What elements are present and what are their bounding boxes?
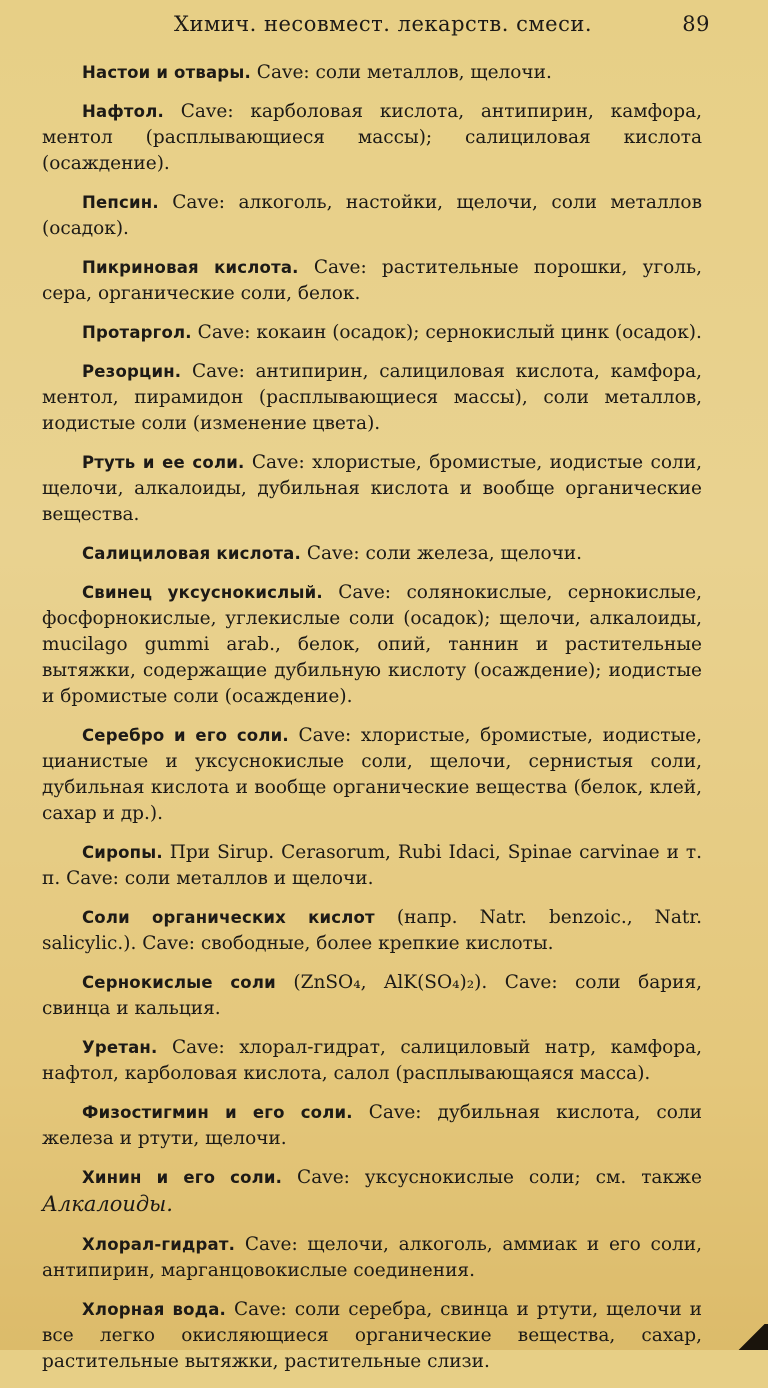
- page-corner-shadow: [728, 1324, 768, 1350]
- entry-list: [42, 60, 702, 1388]
- entry-text: Cave: уксуснокислые соли; см. также: [282, 1167, 702, 1188]
- entry-term: Сиропы.: [82, 843, 163, 862]
- entry-salicilovaya: [42, 541, 702, 567]
- entry-rtut: [42, 450, 702, 528]
- entry-svinec: [42, 580, 702, 710]
- entry-term: Хлорал-гидрат.: [82, 1235, 236, 1254]
- entry-text: Cave: щелочи, алкоголь, аммиак и его соли, антипирин, марганцовокислые соединения.: [42, 1234, 702, 1281]
- entry-term: Резорцин.: [82, 362, 182, 381]
- entry-hinin: [42, 1165, 702, 1219]
- entry-text: Cave: солянокислые, сернокислые, фосфорнокислые, углекислые соли (осадок); щелочи, алкалоиды, mucilago gummi arab., белок, опий, таннин и растительные вытяжки, содержащие дубильную кислоту (осаждение); иодистые и бромистые соли (осаждение).: [42, 582, 702, 707]
- entry-text: (напр. Natr. benzoic., Natr. salicylic.). Cave: свободные, более крепкие кислоты.: [42, 907, 702, 954]
- entry-term: Пепсин.: [82, 193, 159, 212]
- entry-term: Настои и отвары.: [82, 63, 251, 82]
- entry-term: Нафтол.: [82, 102, 164, 121]
- entry-text: Cave: растительные порошки, уголь, сера, органические соли, белок.: [42, 257, 702, 304]
- running-title: Химич. несовмест. лекарств. смеси.: [174, 12, 593, 36]
- entry-term: Сернокислые соли: [82, 973, 276, 992]
- page-header: [42, 12, 710, 44]
- entry-term: Соли органических кислот: [82, 908, 375, 927]
- entry-text: Cave: дубильная кислота, соли железа и ртути, щелочи.: [42, 1102, 702, 1149]
- entry-text: Cave: хлористые, бромистые, иодистые соли, щелочи, алкалоиды, дубильная кислота и вообще органические вещества.: [42, 452, 702, 525]
- entry-pepsin: [42, 190, 702, 242]
- entry-nastoi: [42, 60, 702, 86]
- entry-text: Cave: хлорал-гидрат, салициловый натр, камфора, нафтол, карболовая кислота, салол (расплывающаяся масса).: [42, 1037, 702, 1084]
- entry-rezorcin: [42, 359, 702, 437]
- entry-text: При Sirup. Cerasorum, Rubi Idaci, Spinae carvinae и т. п. Cave: соли металлов и щелочи.: [42, 842, 702, 889]
- entry-soli-organicheskih: [42, 905, 702, 957]
- entry-horal-gidrat: [42, 1232, 702, 1284]
- entry-text: Cave: соли железа, щелочи.: [300, 543, 583, 564]
- entry-term: Хлорная вода.: [82, 1300, 226, 1319]
- entry-naftol: [42, 99, 702, 177]
- entry-term: Ртуть и ее соли.: [82, 453, 245, 472]
- entry-serebro: [42, 723, 702, 827]
- entry-text: Cave: соли серебра, свинца и ртути, щелочи и все легко окисляющиеся органические вещества, сахар, растительные вытяжки, растительные слизи.: [42, 1299, 702, 1372]
- entry-text: (ZnSO₄, AlK(SO₄)₂). Cave: соли бария, свинца и кальция.: [42, 972, 702, 1019]
- entry-fizostigmin: [42, 1100, 702, 1152]
- entry-term: Салициловая кислота.: [82, 544, 301, 563]
- entry-pikrinovaya: [42, 255, 702, 307]
- entry-text: Cave: карболовая кислота, антипирин, камфора, ментол (расплывающиеся массы); салициловая кислота (осаждение).: [42, 101, 702, 174]
- entry-crossref: Алкалоиды.: [42, 1192, 173, 1216]
- entry-term: Свинец уксуснокислый.: [82, 583, 323, 602]
- entry-term: Протаргол.: [82, 323, 192, 342]
- entry-sernokislye: [42, 970, 702, 1022]
- entry-text: Cave: алкоголь, настойки, щелочи, соли металлов (осадок).: [42, 192, 702, 239]
- entry-hlornaya-voda: [42, 1297, 702, 1375]
- entry-siropy: [42, 840, 702, 892]
- entry-uretan: [42, 1035, 702, 1087]
- entry-term: Физостигмин и его соли.: [82, 1103, 353, 1122]
- page-number: 89: [682, 12, 710, 36]
- entry-term: Пикриновая кислота.: [82, 258, 299, 277]
- entry-text: Cave: антипирин, салициловая кислота, камфора, ментол, пирамидон (расплывающиеся массы), соли металлов, иодистые соли (изменение цвета).: [42, 361, 702, 434]
- entry-text: Cave: хлористые, бромистые, иодистые, цианистые и уксуснокислые соли, щелочи, сернистыя соли, дубильная кислота и вообще органические вещества (белок, клей, сахар и др.).: [42, 725, 702, 824]
- entry-text: Cave: кокаин (осадок); сернокислый цинк (осадок).: [191, 322, 702, 343]
- entry-term: Серебро и его соли.: [82, 726, 289, 745]
- entry-text: Cave: соли металлов, щелочи.: [250, 62, 552, 83]
- entry-protargol: [42, 320, 702, 346]
- entry-term: Хинин и его соли.: [82, 1168, 283, 1187]
- entry-term: Уретан.: [82, 1038, 158, 1057]
